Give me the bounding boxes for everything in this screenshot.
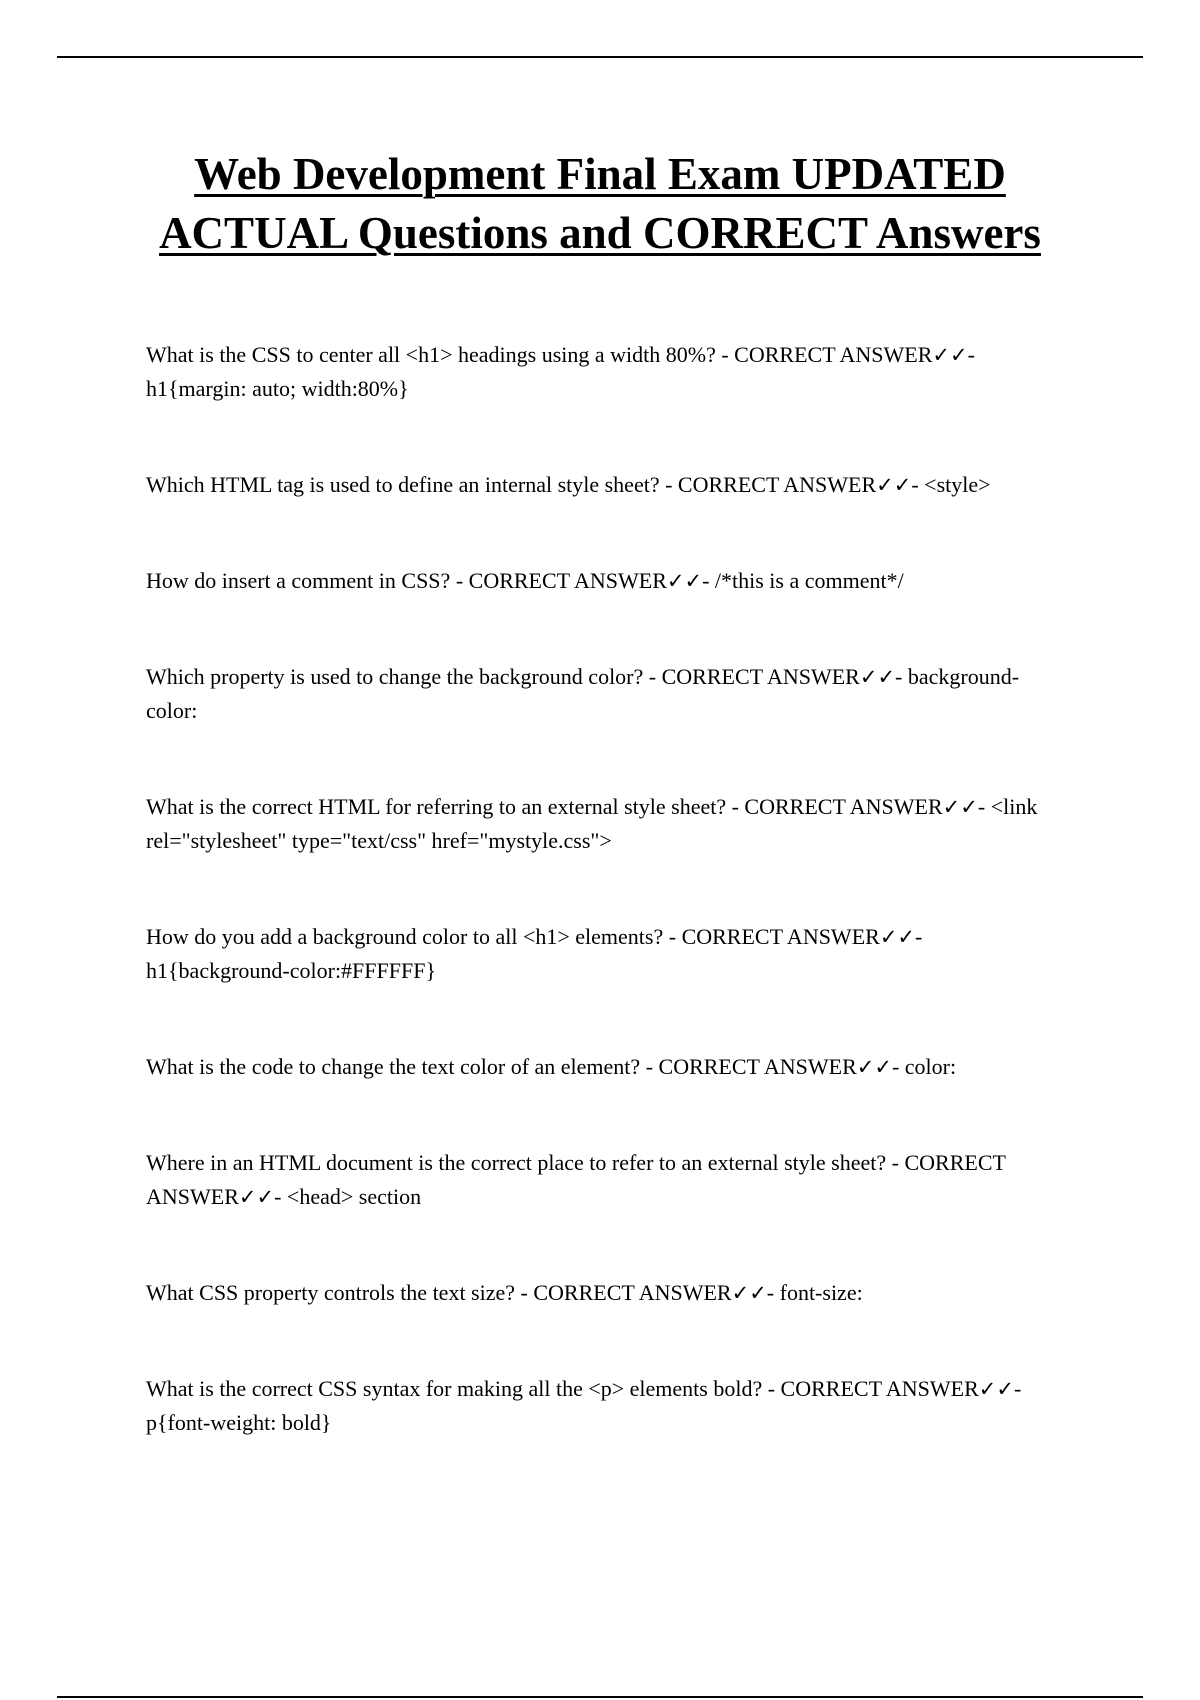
question-text: Which HTML tag is used to define an internal style sheet?: [146, 472, 660, 497]
header-rule: [57, 56, 1143, 58]
answer-marker: - CORRECT ANSWER: [146, 1150, 1006, 1209]
answer-marker: - CORRECT ANSWER: [665, 472, 877, 497]
answer-marker: - CORRECT ANSWER: [721, 342, 933, 367]
qa-item: [146, 790, 1046, 858]
answer-marker: - CORRECT ANSWER: [648, 664, 860, 689]
checkmark-icon: ✓✓: [666, 569, 703, 593]
answer-text: - h1{background-color:#FFFFFF}: [146, 924, 923, 983]
answer-text: - h1{margin: auto; width:80%}: [146, 342, 975, 401]
answer-text: - p{font-weight: bold}: [146, 1376, 1022, 1435]
answer-text: - font-size:: [766, 1280, 863, 1305]
checkmark-icon: ✓✓: [238, 1185, 275, 1209]
answer-marker: - CORRECT ANSWER: [520, 1280, 732, 1305]
answer-marker: - CORRECT ANSWER: [645, 1054, 857, 1079]
footer-rule: [57, 1696, 1143, 1698]
answer-text: - /*this is a comment*/: [702, 568, 904, 593]
question-text: Which property is used to change the background color?: [146, 664, 644, 689]
answer-text: - color:: [891, 1054, 957, 1079]
checkmark-icon: ✓✓: [932, 343, 968, 367]
question-text: How do you add a background color to all <h1> elements?: [146, 924, 664, 949]
answer-text: - <link rel="stylesheet" type="text/css" href="mystyle.css">: [146, 794, 1038, 853]
qa-item: [146, 564, 1046, 598]
question-text: How do insert a comment in CSS?: [146, 568, 451, 593]
answer-marker: - CORRECT ANSWER: [731, 794, 943, 819]
qa-item: [146, 920, 1046, 988]
checkmark-icon: ✓✓: [879, 925, 916, 949]
checkmark-icon: ✓✓: [876, 473, 912, 497]
qa-item: [146, 1146, 1046, 1214]
qa-item: [146, 1372, 1046, 1440]
qa-list: [146, 338, 1046, 1440]
question-text: What is the CSS to center all <h1> headings using a width 80%?: [146, 342, 716, 367]
answer-marker: - CORRECT ANSWER: [455, 568, 667, 593]
answer-marker: - CORRECT ANSWER: [767, 1376, 979, 1401]
question-text: What CSS property controls the text size?: [146, 1280, 516, 1305]
question-text: What is the code to change the text color of an element?: [146, 1054, 641, 1079]
answer-text: - <style>: [911, 472, 991, 497]
checkmark-icon: ✓✓: [856, 1055, 892, 1079]
question-text: What is the correct HTML for referring to an external style sheet?: [146, 794, 727, 819]
qa-item: [146, 1276, 1046, 1310]
checkmark-icon: ✓✓: [942, 795, 978, 819]
qa-item: [146, 468, 1046, 502]
answer-text: - <head> section: [274, 1184, 422, 1209]
checkmark-icon: ✓✓: [859, 665, 896, 689]
qa-item: [146, 338, 1046, 406]
document-title: Web Development Final Exam UPDATED ACTUAL Questions and CORRECT Answers: [159, 149, 1041, 258]
question-text: Where in an HTML document is the correct place to refer to an external style sheet?: [146, 1150, 887, 1175]
checkmark-icon: ✓✓: [731, 1281, 767, 1305]
qa-item: [146, 1050, 1046, 1084]
question-text: What is the correct CSS syntax for making all the <p> elements bold?: [146, 1376, 763, 1401]
checkmark-icon: ✓✓: [978, 1377, 1014, 1401]
qa-item: [146, 660, 1046, 728]
answer-marker: - CORRECT ANSWER: [668, 924, 880, 949]
answer-text: - background-color:: [146, 664, 1020, 723]
